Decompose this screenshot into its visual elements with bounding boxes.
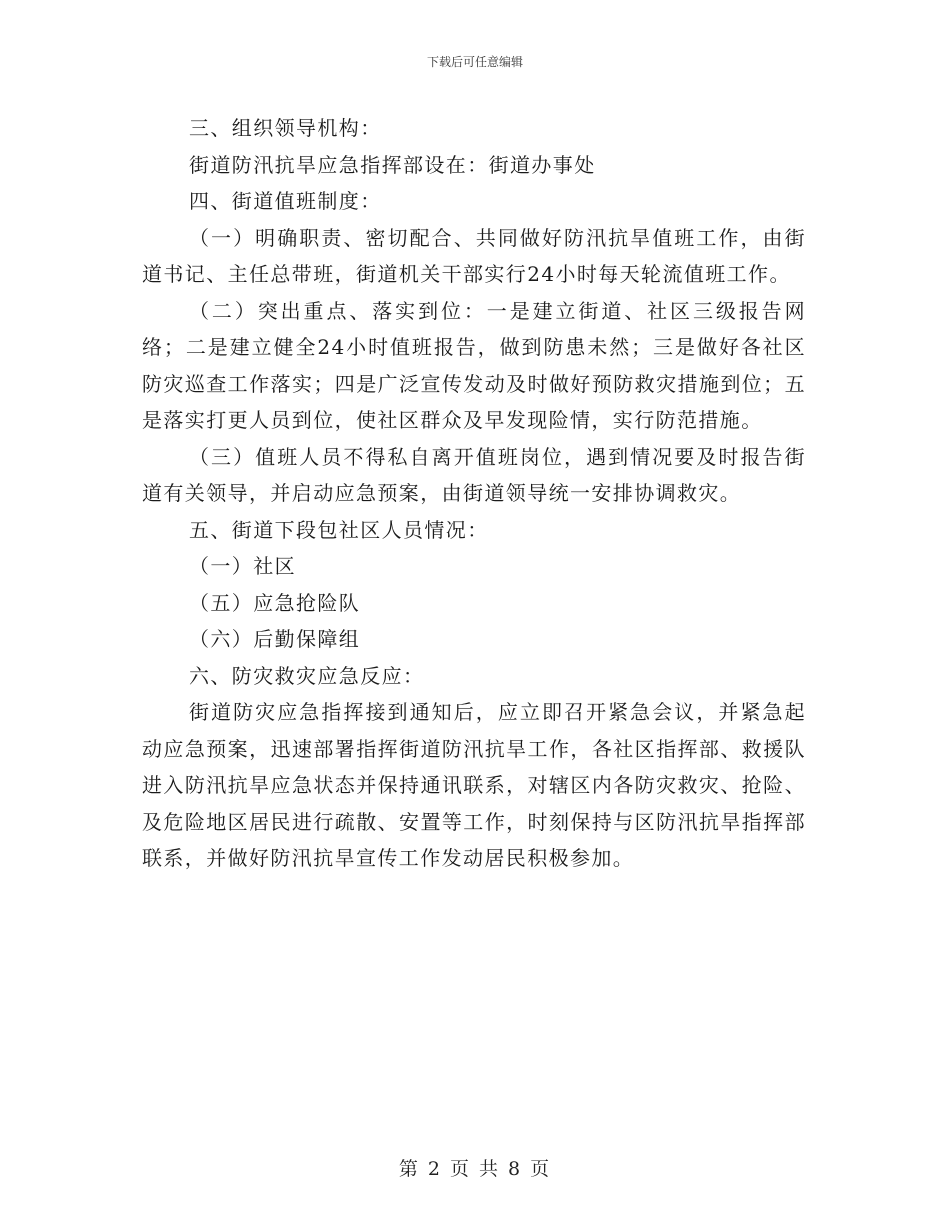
paragraph: 街道防灾应急指挥接到通知后，应立即召开紧急会议，并紧急起动应急预案，迅速部署指挥街道防汛抗旱工作，各社区指挥部、救援队进入防汛抗旱应急状态并保持通讯联系，对辖区内各防灾救灾、抢险、及危险地区居民进行疏散、安置等工作，时刻保持与区防汛抗旱指挥部联系，并做好防汛抗旱宣传工作发动居民积极参加。 — [142, 700, 806, 870]
section-heading-6: 六、防灾救灾应急反应： — [189, 663, 425, 688]
document-body — [142, 110, 806, 877]
header-note: 下载后可任意编辑 — [426, 55, 523, 69]
list-item: （一）社区 — [189, 554, 296, 578]
list-item: （五）应急抢险队 — [189, 590, 361, 615]
section-heading-5: 五、街道下段包社区人员情况： — [189, 517, 489, 542]
paragraph: （一）明确职责、密切配合、共同做好防汛抗旱值班工作，由街道书记、主任总带班，街道机关干部实行24小时每天轮流值班工作。 — [142, 225, 806, 286]
page-number: 第 2 页 共 8 页 — [398, 1158, 552, 1180]
paragraph: 街道防汛抗旱应急指挥部设在：街道办事处 — [189, 152, 596, 177]
section-heading-3: 三、组织领导机构： — [189, 116, 382, 140]
paragraph: （二）突出重点、落实到位：一是建立街道、社区三级报告网络；二是建立健全24小时值班报告，做到防患未然；三是做好各社区防灾巡查工作落实；四是广泛宣传发动及时做好预防救灾措施到位；五是落实打更人员到位，使社区群众及早发现险情，实行防范措施。 — [142, 298, 806, 432]
section-heading-4: 四、街道值班制度： — [189, 189, 382, 213]
paragraph: （三）值班人员不得私自离开值班岗位，遇到情况要及时报告街道有关领导，并启动应急预案，由街道领导统一安排协调救灾。 — [142, 444, 806, 505]
list-item: （六）后勤保障组 — [189, 627, 361, 651]
